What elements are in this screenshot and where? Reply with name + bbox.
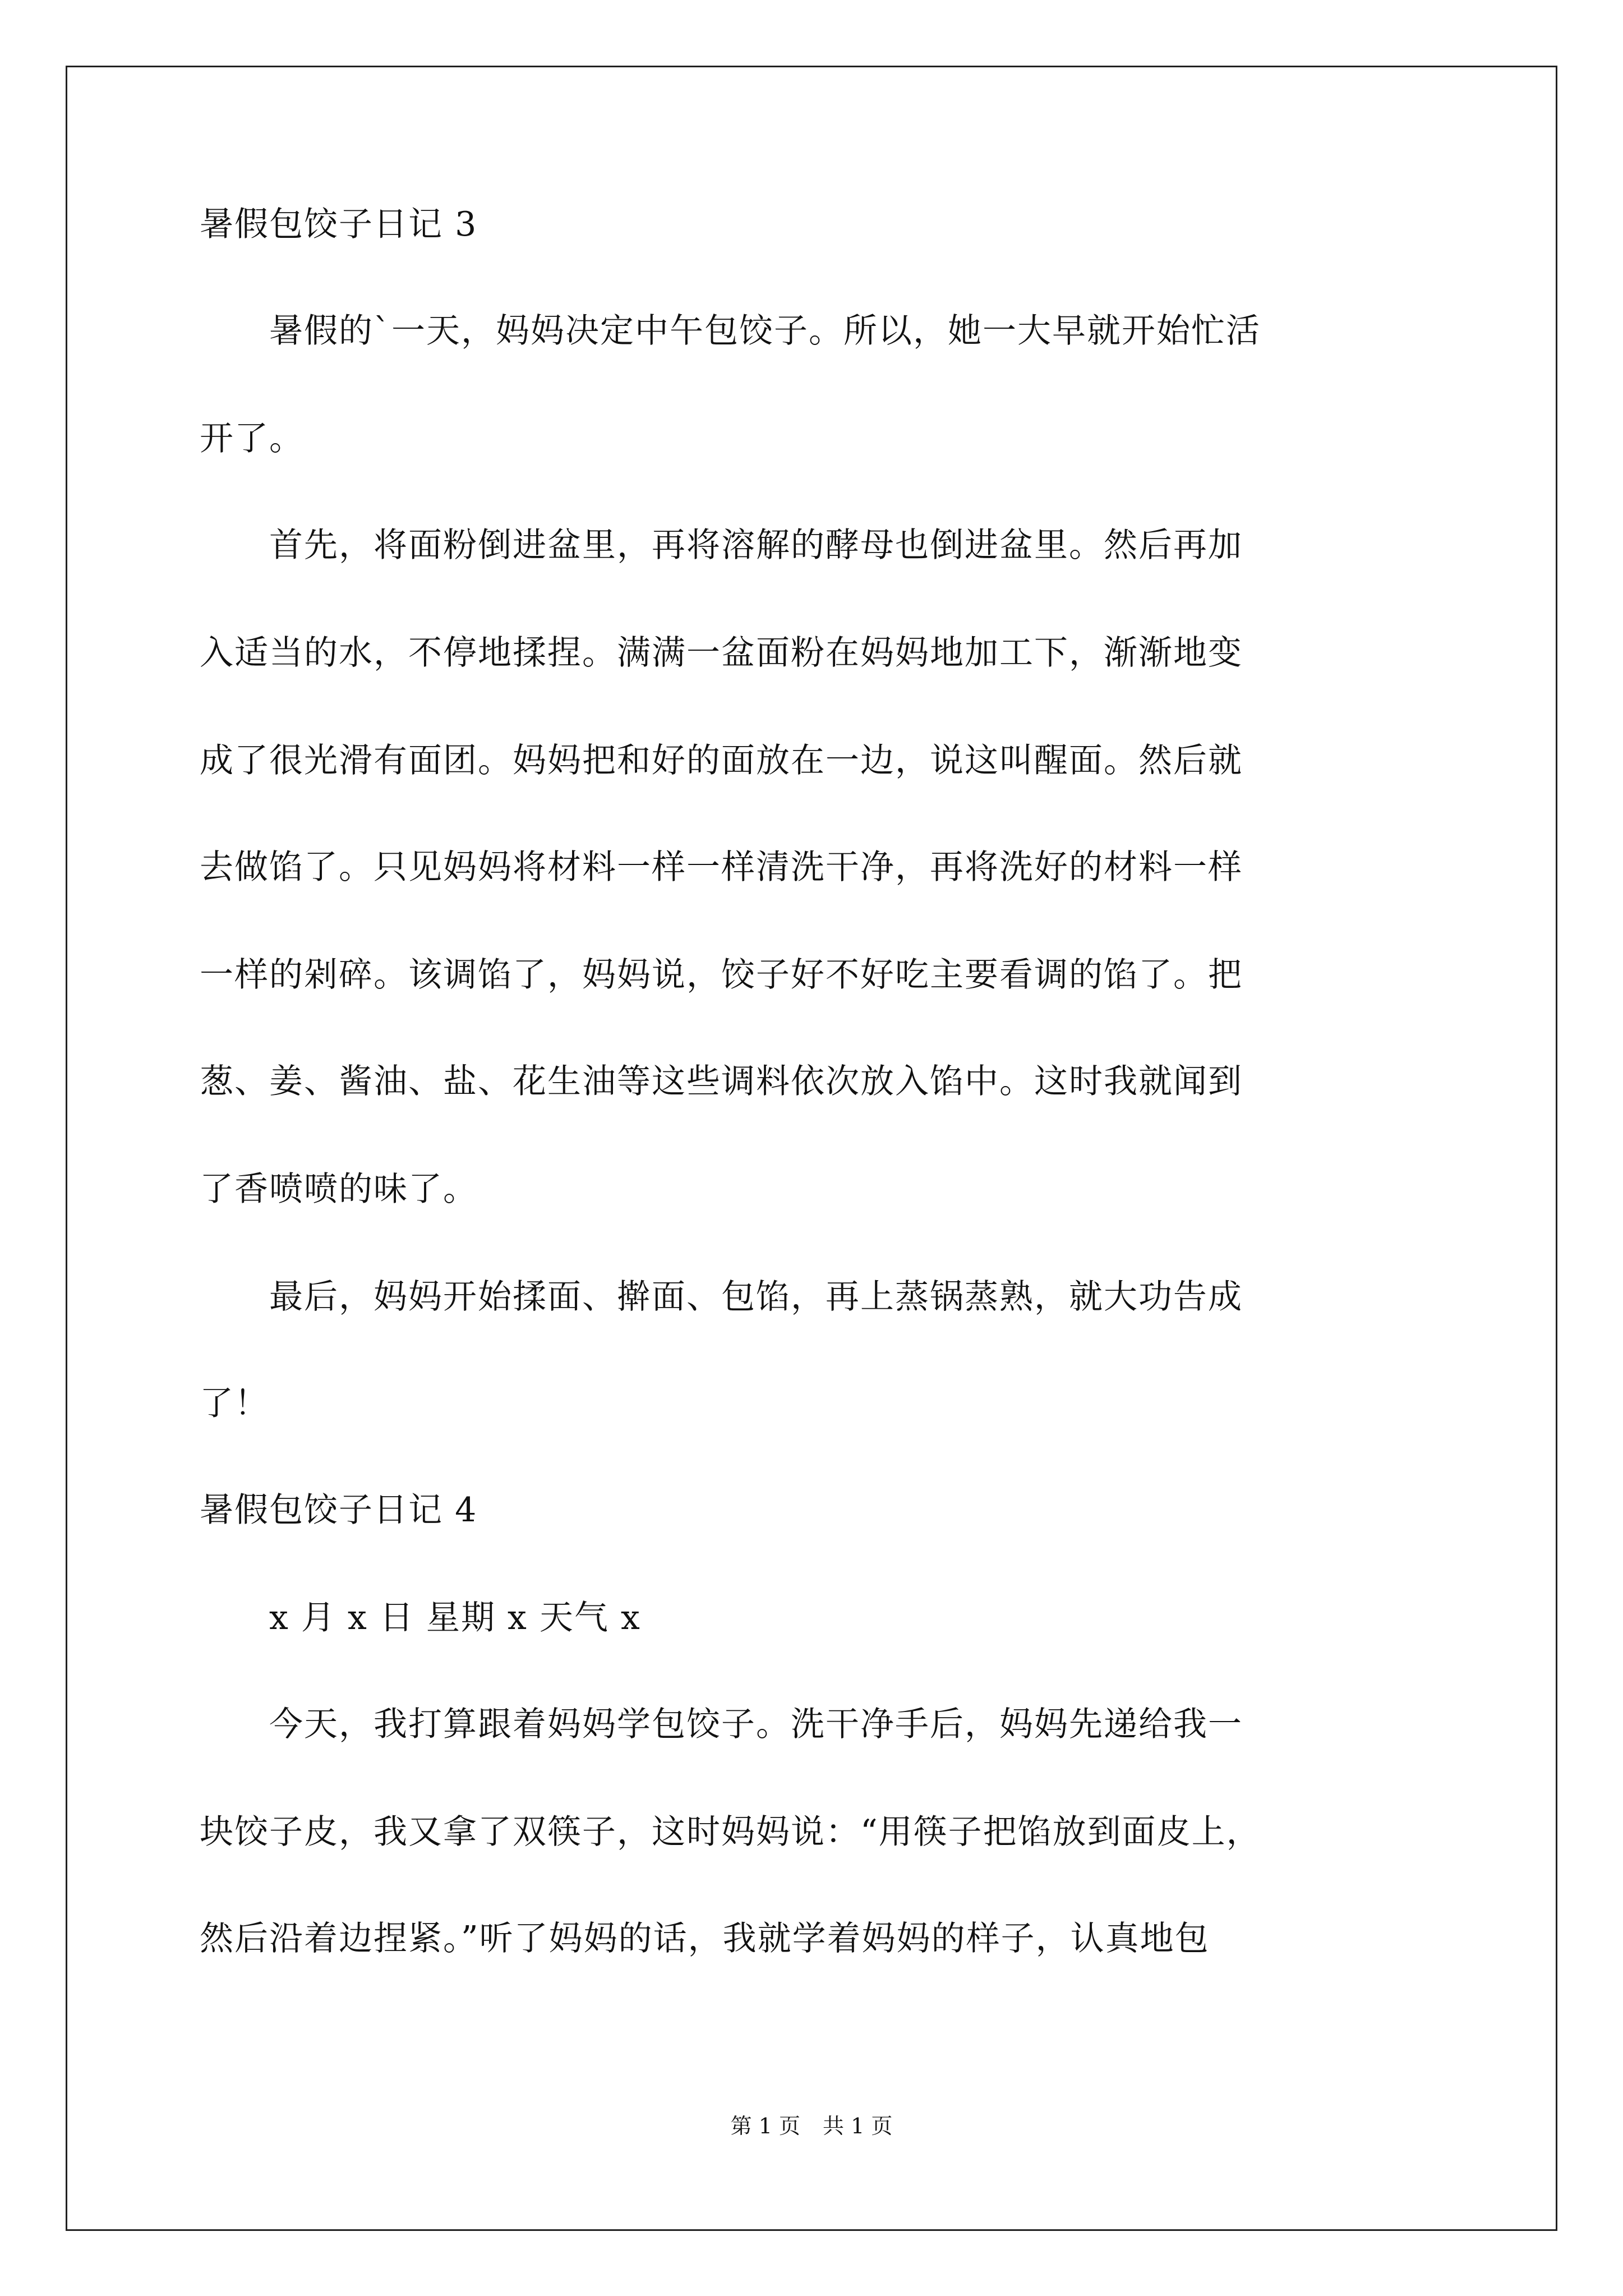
page-border xyxy=(66,66,1557,2231)
date-weather-line: x 月 x 日 星期 x 天气 x xyxy=(200,1598,641,1637)
paragraph-line: 开了。 xyxy=(200,419,304,458)
paragraph-line: 成了很光滑有面团。妈妈把和好的面放在一边，说这叫醒面。然后就 xyxy=(200,741,1243,780)
paragraph-line: 去做馅了。只见妈妈将材料一样一样清洗干净，再将洗好的材料一样 xyxy=(200,848,1243,887)
paragraph-line: 了香喷喷的味了。 xyxy=(200,1170,478,1209)
section-heading-4: 暑假包饺子日记 4 xyxy=(200,1490,478,1530)
page-number-current: 第 1 页 xyxy=(730,2114,800,2138)
paragraph-line: 葱、姜、酱油、盐、花生油等这些调料依次放入馅中。这时我就闻到 xyxy=(200,1062,1243,1101)
paragraph-line: 块饺子皮，我又拿了双筷子，这时妈妈说：“用筷子把馅放到面皮上， xyxy=(200,1812,1261,1852)
paragraph-line: 暑假的`一天，妈妈决定中午包饺子。所以，她一大早就开始忙活 xyxy=(200,311,1261,351)
section-heading-3: 暑假包饺子日记 3 xyxy=(200,205,478,244)
paragraph-line: 一样的剁碎。该调馅了，妈妈说，饺子好不好吃主要看调的馅了。把 xyxy=(200,955,1243,995)
paragraph-line: 入适当的水，不停地揉捏。满满一盆面粉在妈妈地加工下，渐渐地变 xyxy=(200,633,1243,673)
paragraph-line: 了！ xyxy=(200,1384,269,1423)
paragraph-line: 然后沿着边捏紧。”听了妈妈的话，我就学着妈妈的样子，认真地包 xyxy=(200,1919,1210,1958)
page-number-total: 共 1 页 xyxy=(823,2114,893,2138)
paragraph-line: 最后，妈妈开始揉面、擀面、包馅，再上蒸锅蒸熟，就大功告成 xyxy=(200,1277,1243,1317)
paragraph-line: 今天，我打算跟着妈妈学包饺子。洗干净手后，妈妈先递给我一 xyxy=(200,1705,1243,1744)
page-footer xyxy=(0,2113,1623,2139)
paragraph-line: 首先，将面粉倒进盆里，再将溶解的酵母也倒进盆里。然后再加 xyxy=(200,526,1243,565)
